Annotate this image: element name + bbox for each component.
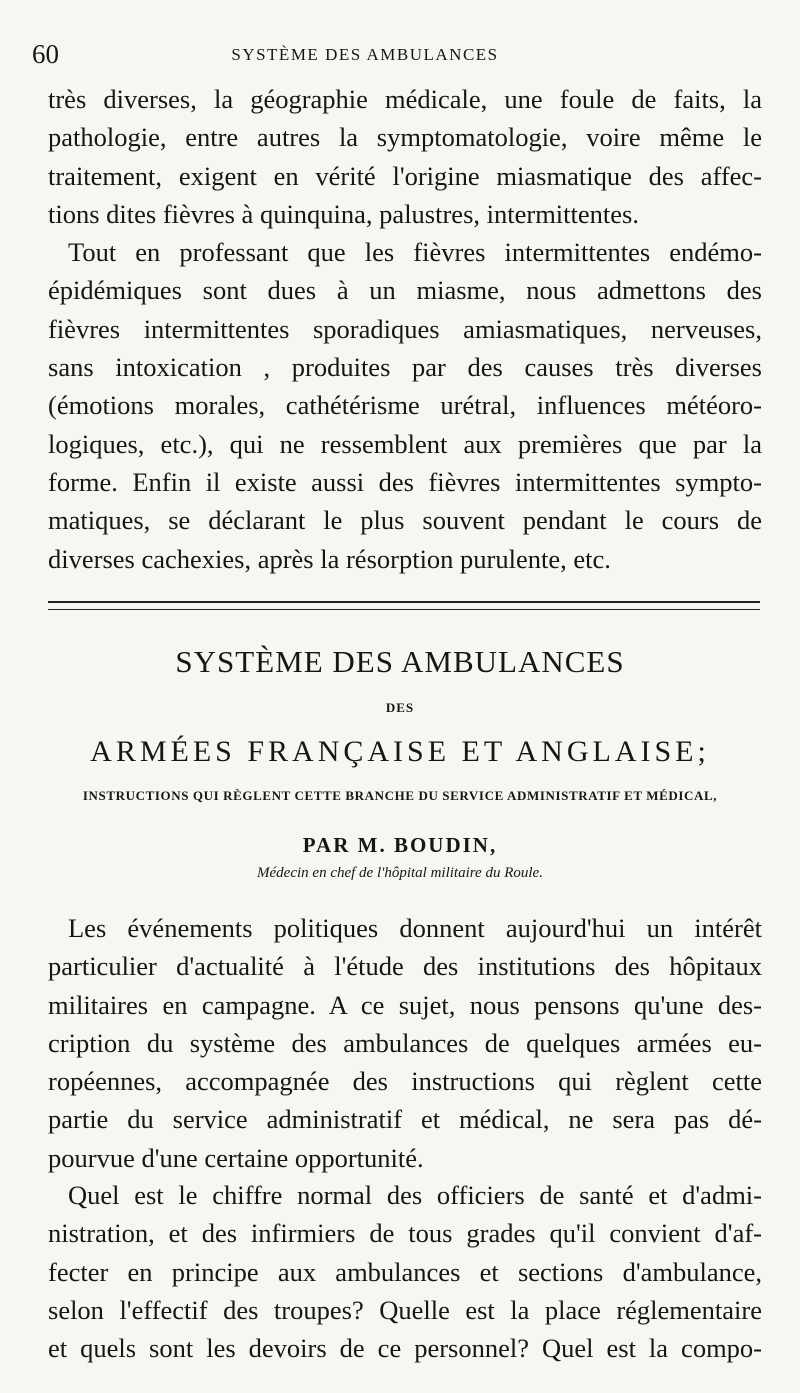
section-divider	[48, 601, 760, 610]
text-line: très diverses, la géographie médicale, une foule de faits, la	[48, 84, 762, 114]
text-line: Tout en professant que les fièvres intermittentes endémo-	[68, 237, 762, 268]
text-line: fecter en principe aux ambulances et sections d'ambulance,	[48, 1256, 762, 1287]
text-line: épidémiques sont dues à un miasme, nous admettons des	[48, 275, 762, 306]
page-number: 60	[32, 39, 59, 69]
text-line: pourvue d'une certaine opportunité.	[48, 1142, 424, 1173]
article-title-armies: ARMÉES FRANÇAISE ET ANGLAISE;	[90, 735, 710, 768]
text-line: forme. Enfin il existe aussi des fièvres intermittentes sympto-	[48, 466, 762, 497]
text-line: ropéennes, accompagnée des instructions qui règlent cette	[48, 1066, 762, 1097]
text-line: Les événements politiques donnent aujourd'hui un intérêt	[68, 913, 762, 943]
text-line: tions dites fièvres à quinquina, palustres, intermittentes.	[48, 198, 639, 229]
text-line: selon l'effectif des troupes? Quelle est la place réglementaire	[48, 1294, 762, 1325]
paragraph-fevers	[48, 80, 762, 578]
text-line: Quel est le chiffre normal des officiers de santé et d'admi-	[68, 1180, 762, 1210]
text-line: cription du système des ambulances de quelques armées eu-	[48, 1027, 762, 1058]
article-title: SYSTÈME DES AMBULANCES	[175, 644, 625, 679]
author-role: Médecin en chef de l'hôpital militaire du Roule.	[257, 865, 543, 881]
text-line: et quels sont les devoirs de ce personnel? Quel est la compo-	[48, 1333, 762, 1364]
text-line: traitement, exigent en vérité l'origine miasmatique des affec-	[48, 160, 762, 191]
running-title: SYSTÈME DES AMBULANCES	[231, 45, 499, 64]
text-line: pathologie, entre autres la symptomatologie, voire même le	[48, 122, 762, 153]
text-line: diverses cachexies, après la résorption purulente, etc.	[48, 543, 611, 574]
text-line: particulier d'actualité à l'étude des institutions des hôpitaux	[48, 951, 762, 982]
text-line: (émotions morales, cathétérisme urétral, influences météoro-	[48, 390, 762, 421]
text-line: matiques, se déclarant le plus souvent pendant le cours de	[48, 505, 762, 536]
paragraph-intro	[48, 909, 762, 1177]
text-line: fièvres intermittentes sporadiques amiasmatiques, nerveuses,	[48, 313, 762, 344]
text-line: logiques, etc.), qui ne ressemblent aux premières que par la	[48, 428, 762, 459]
paragraph-questions	[48, 1176, 762, 1367]
text-line: sans intoxication , produites par des causes très diverses	[48, 352, 762, 383]
article-title-connector: DES	[385, 700, 415, 715]
text-line: partie du service administratif et médical, ne sera pas dé-	[48, 1104, 762, 1135]
article-author: PAR M. BOUDIN,	[302, 833, 498, 857]
running-head	[30, 34, 770, 74]
text-line: militaires en campagne. A ce sujet, nous pensons qu'une des-	[48, 989, 762, 1020]
text-line: nistration, et des infirmiers de tous grades qu'il convient d'af-	[48, 1218, 762, 1249]
article-subtitle: INSTRUCTIONS QUI RÈGLENT CETTE BRANCHE DU SERVICE ADMINISTRATIF ET MÉDICAL,	[82, 788, 718, 803]
